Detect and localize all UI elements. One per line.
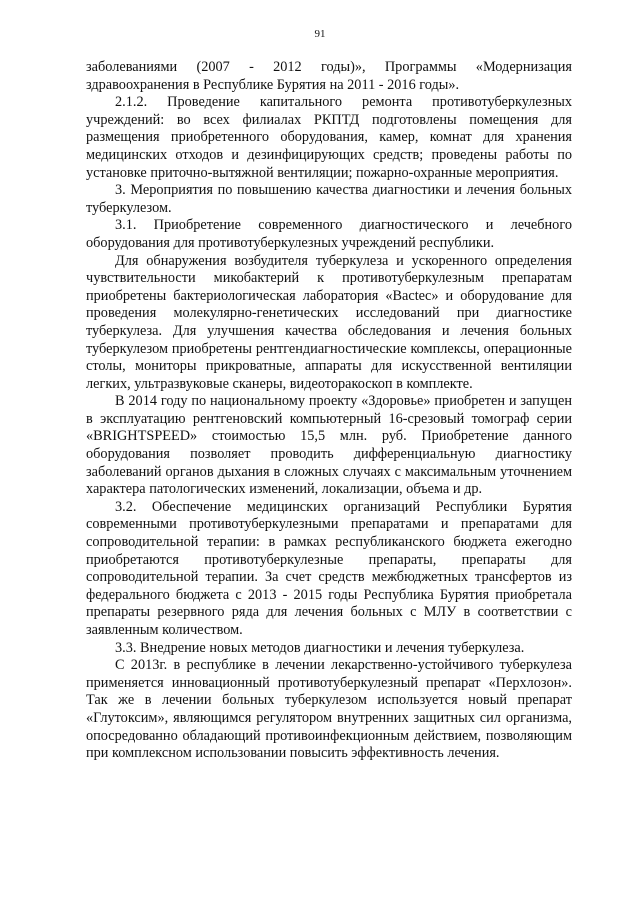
paragraph-2-1-2: 2.1.2. Проведение капитального ремонта противотуберкулезных учреждений: во всех филиалах РКПТД подготовлены помещения для размещения приобретенного оборудования, камер, комнат для хранения медицинских отходов и дезинфицирующих средств; проведены работы по установке приточно-вытяжной вентиляции; пожарно-охранные мероприятия. (86, 94, 572, 181)
paragraph-new-drugs: С 2013г. в республике в лечении лекарственно-устойчивого туберкулеза применяется инновационный противотуберкулезный препарат «Перхлозон». Так же в лечении больных туберкулезом используется новый препарат «Глутоксим», являющимся регулятором внутренних защитных сил организма, опосредованно обладающий противоинфекционным действием, позволяющим при комплексном использовании повысить эффективность лечения. (86, 657, 572, 762)
paragraph-3: 3. Мероприятия по повышению качества диагностики и лечения больных туберкулезом. (86, 182, 572, 216)
paragraph-3-1: 3.1. Приобретение современного диагностического и лечебного оборудования для противотуберкулезных учреждений республики. (86, 217, 572, 251)
paragraph-3-3: 3.3. Внедрение новых методов диагностики и лечения туберкулеза. (115, 639, 525, 656)
page-number: 91 (314, 28, 326, 40)
paragraph-continuation: заболеваниями (2007 - 2012 годы)», Программы «Модернизация здравоохранения в Республике Бурятия на 2011 - 2016 годы». (86, 59, 572, 93)
body-text (86, 59, 572, 763)
paragraph-equipment: Для обнаружения возбудителя туберкулеза и ускоренного определения чувствительности микобактерий к противотуберкулезным препаратам приобретены бактериологическая лаборатория «Bactec» и оборудование для проведения молекулярно-генетических исследований при диагностике туберкулеза. Для улучшения качества обследования и лечения больных туберкулезом приобретены рентгендиагностические комплексы, операционные столы, мониторы прикроватные, аппараты для искусственной вентиляции легких, ультразвуковые сканеры, видеоторакоскоп в комплекте. (86, 252, 572, 392)
paragraph-tomograph: В 2014 году по национальному проекту «Здоровье» приобретен и запущен в эксплуатацию рентгеновский компьютерный 16-срезовый томограф серии «BRIGHTSPEED» стоимостью 15,5 млн. руб. Приобретение данного оборудования позволяет проводить дифференциальную диагностику заболеваний органов дыхания в сложных случаях с максимальным уточнением характера патологических изменений, локализации, объема и др. (86, 393, 572, 498)
paragraph-3-2: 3.2. Обеспечение медицинских организаций Республики Бурятия современными противотуберкулезными препаратами и препаратами для сопроводительной терапии: в рамках республиканского бюджета ежегодно приобретаются противотуберкулезные препараты, препараты для сопроводительной терапии. За счет средств межбюджетных трансфертов из федерального бюджета с 2013 - 2015 годы Республика Бурятия приобретала препараты резервного ряда для лечения больных с МЛУ в соответствии с заявленным количеством. (86, 498, 572, 638)
